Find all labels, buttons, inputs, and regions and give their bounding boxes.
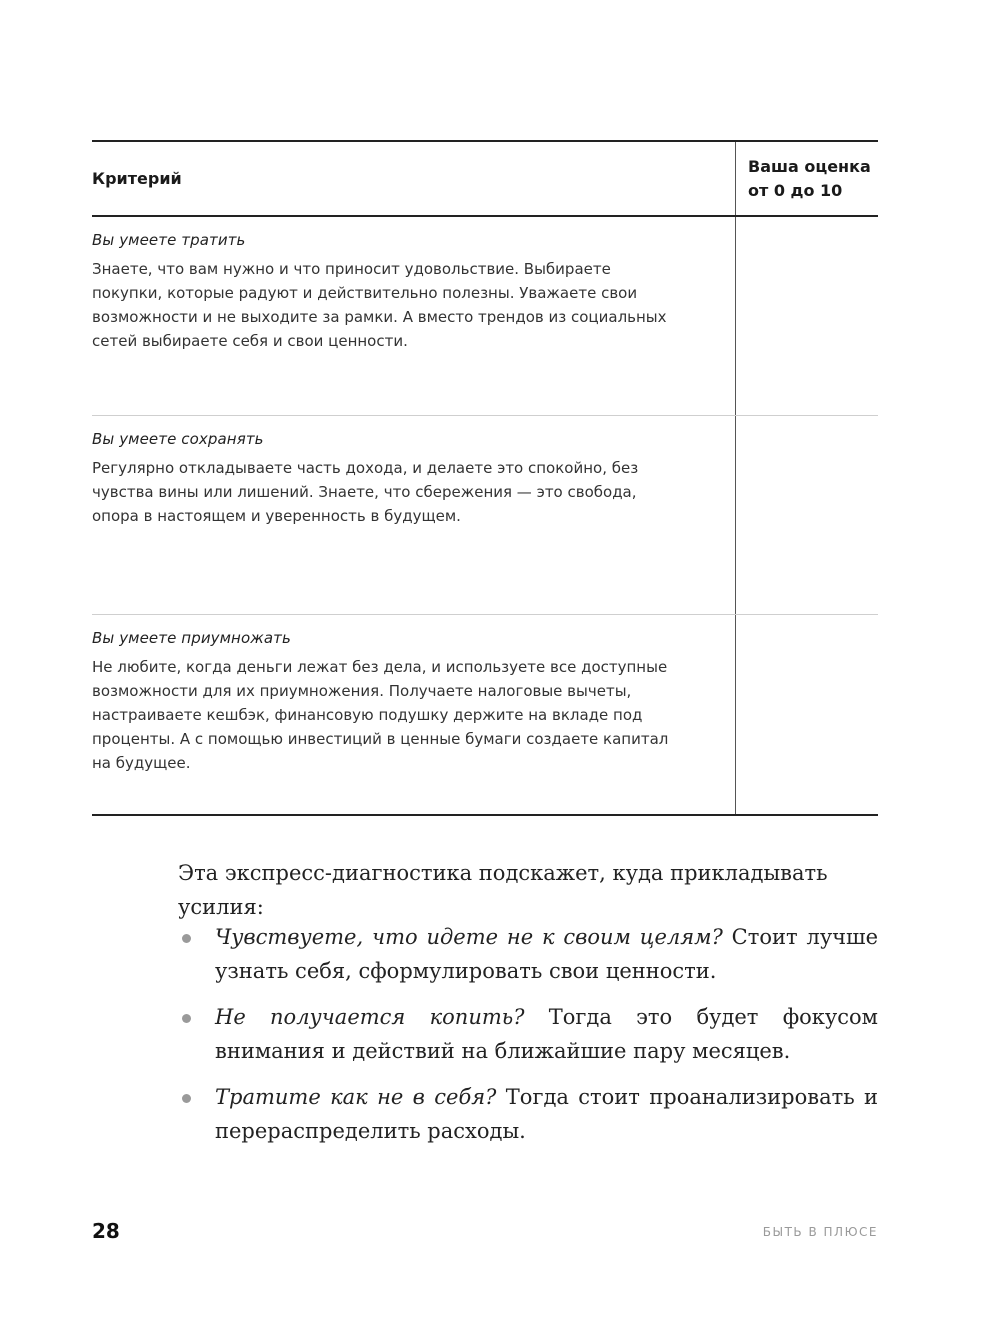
list-item (178, 1080, 878, 1148)
header-score-line2: от 0 до 10 (748, 180, 843, 200)
bullet-question: Чувствуете, что идете не к своим целям? (215, 925, 723, 949)
bullet-list (178, 920, 878, 1160)
criterion-description: Регулярно откладываете часть дохода, и делаете это спокойно, без чувства вины или лишений. Знаете, что сбережения — это свобода, опора в настоящем и уверенность в будущем. (92, 459, 639, 525)
table-header (92, 142, 878, 217)
table-row (92, 615, 878, 814)
header-criterion: Критерий (92, 169, 182, 188)
bullet-dot-icon (182, 1094, 191, 1103)
score-cell (735, 615, 878, 814)
criterion-title: Вы умеете сохранять (92, 430, 264, 448)
header-score-line1: Ваша оценка (748, 156, 871, 176)
header-score (735, 142, 878, 215)
bullet-text: Тогда это будет фокусом внимания и действий на ближайшие пару месяцев. (215, 1005, 878, 1063)
criterion-title: Вы умеете приумножать (92, 629, 291, 647)
bullet-dot-icon (182, 934, 191, 943)
bullet-question: Тратите как не в себя? (215, 1085, 497, 1109)
criteria-table (92, 140, 878, 816)
score-cell (735, 416, 878, 614)
bullet-question: Не получается копить? (215, 1005, 525, 1029)
criterion-description: Не любите, когда деньги лежат без дела, и используете все доступные возможности для их приумножения. Получаете налоговые вычеты, настраиваете кешбэк, финансовую подушку держите на вкладе под проценты. А с помощью инвестиций в ценные бумаги создаете капитал на будущее. (92, 658, 669, 772)
intro-paragraph: Эта экспресс-диагностика подскажет, куда прикладывать усилия: (178, 861, 828, 919)
score-cell (735, 217, 878, 415)
criterion-description: Знаете, что вам нужно и что приносит удовольствие. Выбираете покупки, которые радуют и действительно полезны. Уважаете свои возможности и не выходите за рамки. А вместо трендов из социальных сетей выбираете себя и свои ценности. (92, 260, 667, 350)
running-title: БЫТЬ В ПЛЮСЕ (762, 1225, 878, 1239)
criterion-title: Вы умеете тратить (92, 231, 246, 249)
bullet-text: Тогда стоит проанализировать и перераспределить расходы. (215, 1085, 878, 1143)
list-item (178, 920, 878, 988)
table-row (92, 416, 878, 615)
list-item (178, 1000, 878, 1068)
table-row (92, 217, 878, 416)
page-number: 28 (92, 1219, 120, 1243)
bullet-dot-icon (182, 1014, 191, 1023)
bullet-text: Стоит лучше узнать себя, сформулировать свои ценности. (215, 925, 879, 983)
